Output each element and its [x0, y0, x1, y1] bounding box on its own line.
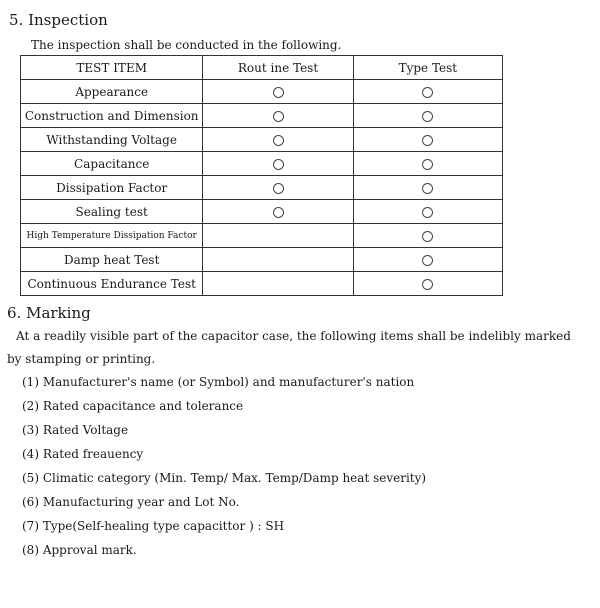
table-row — [21, 272, 503, 296]
type-cell — [353, 272, 502, 296]
circle-mark-icon — [422, 255, 433, 266]
marking-list-item: (5) Climatic category (Min. Temp/ Max. Temp/Damp heat severity) — [22, 471, 427, 485]
marking-list-item: (1) Manufacturer's name (or Symbol) and manufacturer's nation — [22, 375, 415, 389]
routine-cell — [203, 128, 353, 152]
marking-list-item: (6) Manufacturing year and Lot No. — [22, 495, 240, 509]
marking-list-item: (3) Rated Voltage — [22, 423, 129, 437]
marking-list-item: (4) Rated freauency — [22, 447, 144, 461]
test-item-cell: Continuous Endurance Test — [21, 272, 203, 296]
table-row — [21, 104, 503, 128]
circle-mark-icon — [422, 87, 433, 98]
table-row — [21, 248, 503, 272]
routine-cell — [203, 272, 353, 296]
test-item-cell: Capacitance — [21, 152, 203, 176]
marking-list-item: (7) Type(Self-healing type capacittor ) : SH — [22, 519, 285, 533]
marking-list-item: (2) Rated capacitance and tolerance — [22, 399, 244, 413]
table-row — [21, 80, 503, 104]
header-test-item: TEST ITEM — [21, 56, 203, 80]
header-type-test: Type Test — [353, 56, 502, 80]
test-item-cell: Damp heat Test — [21, 248, 203, 272]
table-row — [21, 224, 503, 248]
routine-cell — [203, 80, 353, 104]
circle-mark-icon — [273, 87, 284, 98]
table-row — [21, 128, 503, 152]
circle-mark-icon — [422, 207, 433, 218]
routine-cell — [203, 248, 353, 272]
type-cell — [353, 128, 502, 152]
routine-cell — [203, 104, 353, 128]
circle-mark-icon — [273, 135, 284, 146]
test-item-cell: Sealing test — [21, 200, 203, 224]
routine-cell — [203, 152, 353, 176]
header-routine-test: Rout ine Test — [203, 56, 353, 80]
table-row — [21, 176, 503, 200]
table-header-row — [21, 56, 503, 80]
table-row — [21, 152, 503, 176]
circle-mark-icon — [273, 183, 284, 194]
circle-mark-icon — [422, 135, 433, 146]
type-cell — [353, 80, 502, 104]
test-item-cell: Construction and Dimension — [21, 104, 203, 128]
routine-cell — [203, 224, 353, 248]
routine-cell — [203, 200, 353, 224]
type-cell — [353, 200, 502, 224]
test-item-cell: High Temperature Dissipation Factor — [21, 224, 203, 248]
circle-mark-icon — [273, 111, 284, 122]
type-cell — [353, 152, 502, 176]
inspection-table — [20, 55, 503, 296]
marking-list-item: (8) Approval mark. — [22, 543, 137, 557]
circle-mark-icon — [273, 207, 284, 218]
type-cell — [353, 104, 502, 128]
circle-mark-icon — [422, 231, 433, 242]
type-cell — [353, 176, 502, 200]
test-item-cell: Dissipation Factor — [21, 176, 203, 200]
circle-mark-icon — [422, 111, 433, 122]
section-6-paragraph-line-1: At a readily visible part of the capacitor case, the following items shall be indelibly marked — [16, 329, 571, 343]
routine-cell — [203, 176, 353, 200]
table-row — [21, 200, 503, 224]
circle-mark-icon — [422, 279, 433, 290]
section-6-title: 6. Marking — [7, 304, 91, 322]
section-6-paragraph-line-2: by stamping or printing. — [7, 352, 156, 366]
section-5-intro: The inspection shall be conducted in the following. — [31, 38, 342, 52]
circle-mark-icon — [273, 159, 284, 170]
test-item-cell: Appearance — [21, 80, 203, 104]
test-item-cell: Withstanding Voltage — [21, 128, 203, 152]
type-cell — [353, 224, 502, 248]
circle-mark-icon — [422, 183, 433, 194]
circle-mark-icon — [422, 159, 433, 170]
section-5-title: 5. Inspection — [9, 11, 108, 29]
type-cell — [353, 248, 502, 272]
